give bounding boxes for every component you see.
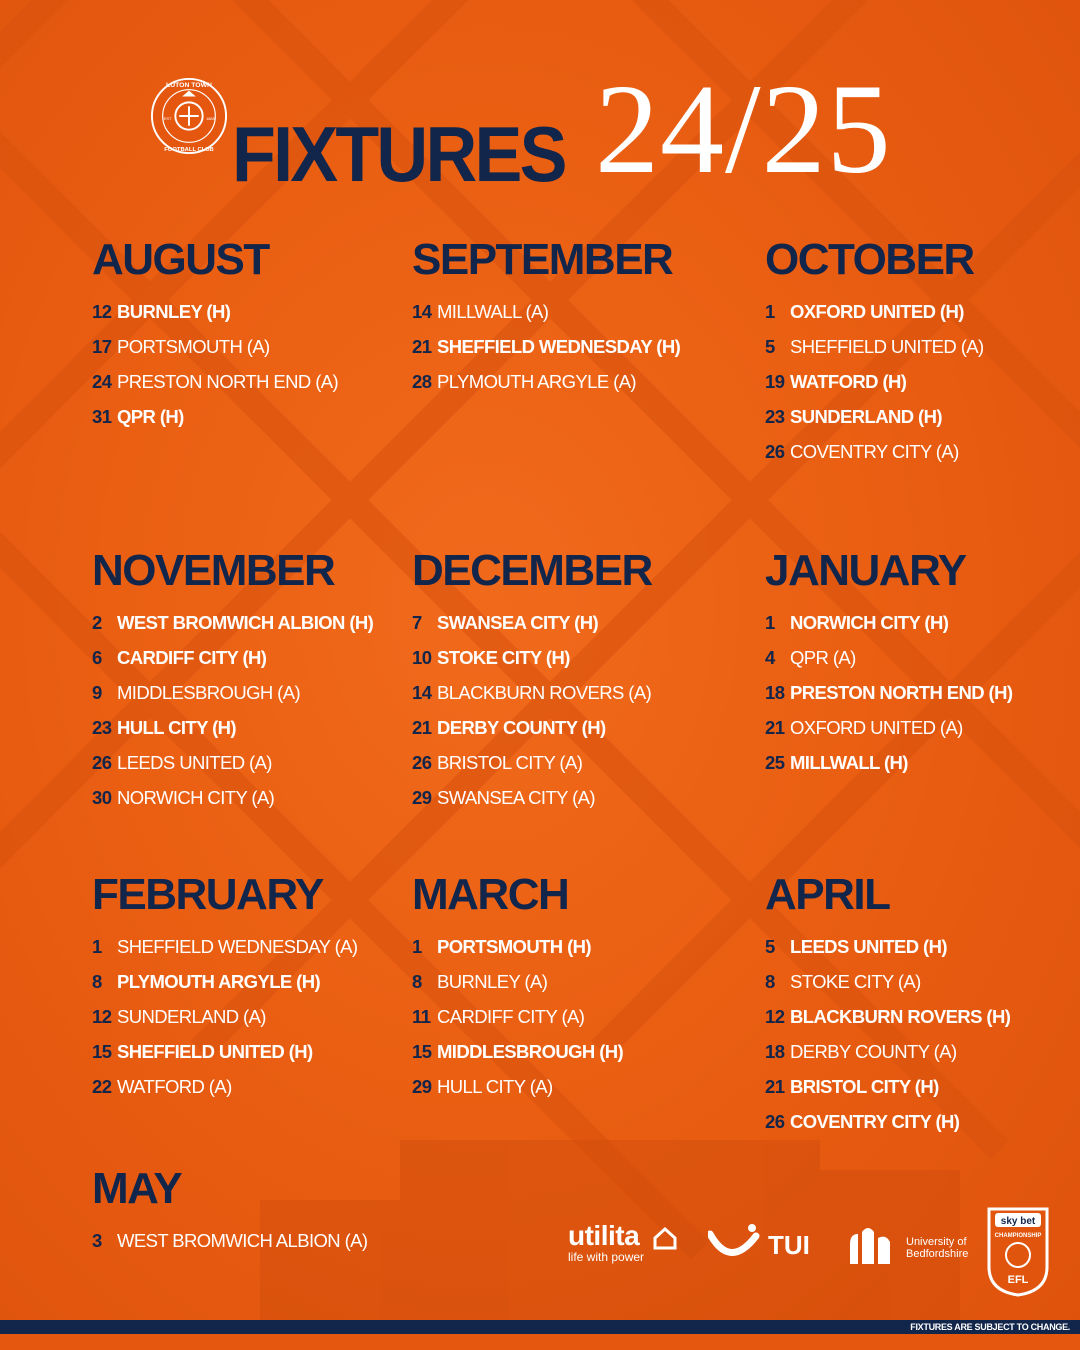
fixture-row xyxy=(412,1042,623,1077)
fixture-row xyxy=(412,648,652,683)
university-name: University of Bedfordshire xyxy=(906,1236,969,1260)
fixture-row xyxy=(765,1077,1010,1112)
fixture-opponent: BURNLEY (H) xyxy=(117,301,231,322)
fixture-opponent: QPR (A) xyxy=(790,647,856,668)
fixture-opponent: QPR (H) xyxy=(117,406,184,427)
fixture-opponent: SUNDERLAND (A) xyxy=(117,1006,266,1027)
fixture-opponent: DERBY COUNTY (H) xyxy=(437,717,606,738)
season-label: 24/25 xyxy=(595,58,892,200)
fixture-list xyxy=(92,937,357,1112)
fixture-opponent: OXFORD UNITED (A) xyxy=(790,717,963,738)
fixture-opponent: WATFORD (A) xyxy=(117,1076,232,1097)
fixture-row xyxy=(765,372,984,407)
fixture-day: 1 xyxy=(765,301,775,322)
fixture-row xyxy=(92,753,373,788)
fixture-day: 18 xyxy=(765,1041,785,1062)
fixture-row xyxy=(765,442,984,477)
fixture-day: 26 xyxy=(765,441,785,462)
fixture-opponent: WATFORD (H) xyxy=(790,371,907,392)
fixture-row xyxy=(92,1042,357,1077)
fixture-row xyxy=(92,788,373,823)
fixture-day: 30 xyxy=(92,787,112,808)
fixture-day: 24 xyxy=(92,371,112,392)
fixture-day: 8 xyxy=(92,971,102,992)
fixture-list xyxy=(412,937,623,1112)
fixture-row xyxy=(412,613,652,648)
fixture-opponent: CARDIFF CITY (A) xyxy=(437,1006,585,1027)
fixture-row xyxy=(765,1007,1010,1042)
fixture-day: 11 xyxy=(412,1006,431,1027)
fixture-opponent: NORWICH CITY (H) xyxy=(790,612,949,633)
fixture-opponent: PRESTON NORTH END (H) xyxy=(790,682,1013,703)
fixture-day: 26 xyxy=(92,752,112,773)
fixture-day: 9 xyxy=(92,682,102,703)
month-september xyxy=(412,235,681,407)
month-title: NOVEMBER xyxy=(92,546,335,595)
fixture-opponent: SHEFFIELD WEDNESDAY (A) xyxy=(117,936,358,957)
month-january xyxy=(765,546,1013,788)
fixture-row xyxy=(412,1077,623,1112)
fixture-row xyxy=(412,753,652,788)
fixture-row xyxy=(765,337,984,372)
tui-smile-icon xyxy=(708,1222,764,1262)
fixture-opponent: MIDDLESBROUGH (A) xyxy=(117,682,301,703)
fixture-opponent: CARDIFF CITY (H) xyxy=(117,647,267,668)
tui-name: TUI xyxy=(768,1230,810,1260)
fixture-day: 28 xyxy=(412,371,432,392)
fixture-row xyxy=(92,613,373,648)
fixture-list xyxy=(412,302,680,407)
page-title: FIXTURES xyxy=(232,110,565,198)
fixture-opponent: PLYMOUTH ARGYLE (A) xyxy=(437,371,636,392)
month-title: AUGUST xyxy=(92,235,269,284)
month-title: DECEMBER xyxy=(412,546,652,595)
fixture-row xyxy=(412,372,680,407)
fixture-list xyxy=(412,613,652,823)
fixture-day: 15 xyxy=(92,1041,112,1062)
fixture-opponent: WEST BROMWICH ALBION (A) xyxy=(117,1230,368,1251)
fixture-row xyxy=(765,972,1010,1007)
fixture-day: 1 xyxy=(92,936,102,957)
month-title: MAY xyxy=(92,1164,182,1213)
fixture-opponent: SWANSEA CITY (H) xyxy=(437,612,599,633)
fixture-opponent: LEEDS UNITED (A) xyxy=(117,752,272,773)
fixture-row xyxy=(92,1007,357,1042)
fixture-opponent: PORTSMOUTH (H) xyxy=(437,936,591,957)
fixture-row xyxy=(412,937,623,972)
fixture-day: 12 xyxy=(765,1006,785,1027)
crest-est: EST xyxy=(163,115,172,121)
fixture-row xyxy=(412,683,652,718)
fixture-day: 4 xyxy=(765,647,775,668)
fixture-opponent: DERBY COUNTY (A) xyxy=(790,1041,957,1062)
fixture-opponent: NORWICH CITY (A) xyxy=(117,787,275,808)
fixture-day: 29 xyxy=(412,787,432,808)
fixture-opponent: BRISTOL CITY (H) xyxy=(790,1076,939,1097)
disclaimer: FIXTURES ARE SUBJECT TO CHANGE. xyxy=(910,1322,1070,1332)
fixture-day: 23 xyxy=(765,406,785,427)
fixture-list xyxy=(92,1231,367,1266)
fixture-list xyxy=(92,613,373,823)
crest-year: 1885 xyxy=(206,115,215,121)
fixture-row xyxy=(765,1112,1010,1147)
fixture-day: 2 xyxy=(92,612,102,633)
fixture-row xyxy=(765,613,1012,648)
fixture-opponent: BRISTOL CITY (A) xyxy=(437,752,583,773)
fixture-row xyxy=(92,1231,367,1266)
fixture-row xyxy=(765,302,984,337)
month-december xyxy=(412,546,652,823)
month-october xyxy=(765,235,984,477)
fixture-opponent: MIDDLESBROUGH (H) xyxy=(437,1041,624,1062)
fixture-opponent: MILLWALL (A) xyxy=(437,301,549,322)
fixture-day: 29 xyxy=(412,1076,432,1097)
month-april xyxy=(765,870,1011,1147)
fixture-row xyxy=(412,788,652,823)
fixture-day: 6 xyxy=(92,647,102,668)
fixture-list xyxy=(92,302,338,442)
fixture-opponent: MILLWALL (H) xyxy=(790,752,908,773)
fixture-opponent: PRESTON NORTH END (A) xyxy=(117,371,339,392)
fixture-row xyxy=(92,407,338,442)
fixture-row xyxy=(765,683,1012,718)
fixture-day: 21 xyxy=(412,336,432,357)
month-title: JANUARY xyxy=(765,546,966,595)
fixture-day: 1 xyxy=(412,936,422,957)
month-may xyxy=(92,1164,368,1266)
fixture-opponent: BLACKBURN ROVERS (A) xyxy=(437,682,652,703)
fixture-list xyxy=(765,613,1012,788)
fixture-day: 1 xyxy=(765,612,775,633)
month-title: FEBRUARY xyxy=(92,870,323,919)
fixture-day: 14 xyxy=(412,682,432,703)
month-november xyxy=(92,546,374,823)
fixture-day: 7 xyxy=(412,612,422,633)
badge-line2: CHAMPIONSHIP xyxy=(994,1233,1042,1239)
fixture-opponent: SUNDERLAND (H) xyxy=(790,406,942,427)
fixture-row xyxy=(92,718,373,753)
fixture-day: 19 xyxy=(765,371,785,392)
fixture-opponent: OXFORD UNITED (H) xyxy=(790,301,964,322)
header xyxy=(150,55,950,200)
fixture-day: 22 xyxy=(92,1076,112,1097)
fixture-row xyxy=(765,937,1010,972)
fixture-opponent: STOKE CITY (A) xyxy=(790,971,921,992)
fixture-row xyxy=(92,937,357,972)
fixture-row xyxy=(765,407,984,442)
fixture-row xyxy=(92,337,338,372)
fixture-list xyxy=(765,302,984,477)
fixture-day: 12 xyxy=(92,301,112,322)
fixture-opponent: PORTSMOUTH (A) xyxy=(117,336,270,357)
fixture-day: 26 xyxy=(412,752,432,773)
fixture-row xyxy=(412,337,680,372)
bottom-strip xyxy=(0,1334,1080,1350)
fixture-day: 21 xyxy=(412,717,432,738)
fixture-list xyxy=(765,937,1010,1147)
month-title: MARCH xyxy=(412,870,569,919)
club-crest-icon xyxy=(150,77,228,155)
badge-line1: sky bet xyxy=(1000,1216,1036,1227)
fixture-day: 3 xyxy=(92,1230,102,1251)
fixture-day: 5 xyxy=(765,336,775,357)
fixture-row xyxy=(92,683,373,718)
fixture-opponent: BLACKBURN ROVERS (H) xyxy=(790,1006,1011,1027)
month-title: OCTOBER xyxy=(765,235,974,284)
fixture-row xyxy=(765,718,1012,753)
fixture-opponent: BURNLEY (A) xyxy=(437,971,548,992)
fixture-day: 25 xyxy=(765,752,785,773)
fixture-opponent: HULL CITY (A) xyxy=(437,1076,553,1097)
month-august xyxy=(92,235,339,442)
fixture-day: 21 xyxy=(765,1076,785,1097)
fixture-row xyxy=(412,718,652,753)
fixture-day: 8 xyxy=(412,971,422,992)
fixture-day: 31 xyxy=(92,406,112,427)
sky-bet-championship-badge xyxy=(985,1205,1051,1297)
fixture-opponent: SHEFFIELD UNITED (H) xyxy=(117,1041,313,1062)
crest-text-top: LUTON TOWN xyxy=(166,81,212,89)
utilita-logo xyxy=(568,1222,644,1264)
fixture-day: 14 xyxy=(412,301,432,322)
fixture-opponent: SWANSEA CITY (A) xyxy=(437,787,595,808)
fixture-day: 21 xyxy=(765,717,785,738)
fixture-row xyxy=(765,648,1012,683)
fixture-day: 15 xyxy=(412,1041,432,1062)
month-march xyxy=(412,870,624,1112)
fixture-row xyxy=(92,372,338,407)
crest-text-bottom: FOOTBALL CLUB xyxy=(164,147,214,154)
fixture-opponent: SHEFFIELD UNITED (A) xyxy=(790,336,984,357)
fixture-row xyxy=(412,972,623,1007)
fixture-day: 18 xyxy=(765,682,785,703)
fixture-opponent: COVENTRY CITY (A) xyxy=(790,441,959,462)
month-title: APRIL xyxy=(765,870,890,919)
fixture-row xyxy=(412,1007,623,1042)
fixture-day: 10 xyxy=(412,647,432,668)
sponsor-logos xyxy=(568,1222,968,1272)
fixture-row xyxy=(92,972,357,1007)
fixture-opponent: HULL CITY (H) xyxy=(117,717,236,738)
fixture-row xyxy=(92,648,373,683)
badge-line3: EFL xyxy=(1007,1274,1029,1286)
fixture-day: 23 xyxy=(92,717,112,738)
month-february xyxy=(92,870,358,1112)
fixture-day: 12 xyxy=(92,1006,112,1027)
fixture-day: 26 xyxy=(765,1111,785,1132)
fixture-day: 17 xyxy=(92,336,112,357)
utilita-name: utilita xyxy=(568,1220,640,1251)
fixture-opponent: SHEFFIELD WEDNESDAY (H) xyxy=(437,336,681,357)
fixture-row xyxy=(765,1042,1010,1077)
fixture-row xyxy=(92,302,338,337)
house-icon xyxy=(652,1226,678,1250)
university-mark-icon xyxy=(846,1224,902,1266)
fixture-row xyxy=(92,1077,357,1112)
utilita-tagline: life with power xyxy=(568,1250,645,1264)
fixture-row xyxy=(765,753,1012,788)
fixture-opponent: PLYMOUTH ARGYLE (H) xyxy=(117,971,321,992)
fixture-day: 8 xyxy=(765,971,775,992)
fixture-row xyxy=(412,302,680,337)
fixture-opponent: STOKE CITY (H) xyxy=(437,647,570,668)
fixture-opponent: COVENTRY CITY (H) xyxy=(790,1111,960,1132)
month-title: SEPTEMBER xyxy=(412,235,673,284)
fixture-opponent: WEST BROMWICH ALBION (H) xyxy=(117,612,374,633)
fixture-day: 5 xyxy=(765,936,775,957)
fixture-opponent: LEEDS UNITED (H) xyxy=(790,936,947,957)
